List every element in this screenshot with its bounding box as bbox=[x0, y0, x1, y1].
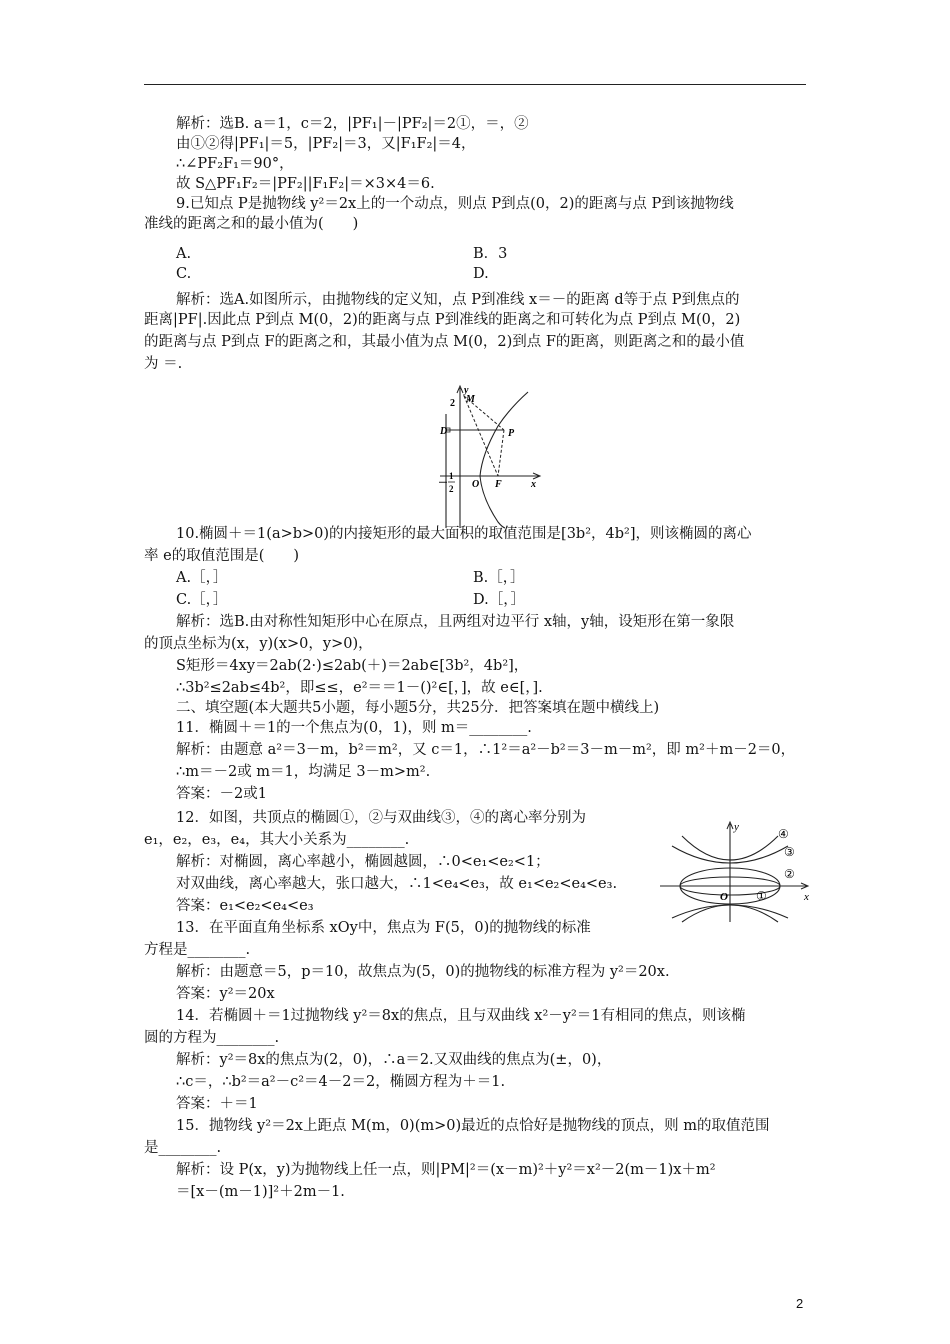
text-line: 由①②得|PF₁|＝5，|PF₂|＝3，又|F₁F₂|＝4， bbox=[176, 136, 476, 152]
text-line: 10.椭圆＋＝1(a>b>0)的内接矩形的最大面积的取值范围是[3b²，4b²]，则该椭圆的离心 bbox=[176, 526, 752, 542]
text-line: 15．抛物线 y²＝2x上距点 M(m，0)(m>0)最近的点恰好是抛物线的顶点，则 m的取值范围 bbox=[176, 1118, 770, 1134]
text-line: ∴c＝，∴b²＝a²－c²＝4－2＝2，椭圆方程为＋＝1. bbox=[176, 1074, 506, 1090]
fig1-label-o: O bbox=[472, 479, 480, 490]
text-line: 解析：选B.由对称性知矩形中心在原点，且两组对边平行 x轴，y轴，设矩形在第一象限 bbox=[176, 614, 735, 630]
fig1-label-2: 2 bbox=[450, 398, 455, 409]
text-line: 答案：＋＝1 bbox=[176, 1096, 258, 1112]
fig1-label-minus: － bbox=[438, 478, 448, 489]
text-line: 是________. bbox=[144, 1140, 222, 1156]
text-line: B.［，］ bbox=[473, 570, 525, 586]
text-line: 准线的距离之和的最小值为( ) bbox=[144, 216, 359, 232]
text-line: 9.已知点 P是抛物线 y²＝2x上的一个动点，则点 P到点(0，2)的距离与点 P到该抛物线 bbox=[176, 196, 734, 212]
text-line: ＝[x－(m－1)]²＋2m－1. bbox=[176, 1184, 345, 1200]
fig2-label-4: ④ bbox=[778, 827, 789, 841]
text-line: D. bbox=[473, 266, 489, 282]
text-line: 的距离与点 P到点 F的距离之和，其最小值为点 M(0，2)到点 F的距离，则距离之和的最小值 bbox=[144, 334, 745, 350]
text-line: D.［，］ bbox=[473, 592, 525, 608]
text-line: 二、填空题(本大题共5小题，每小题5分，共25分．把答案填在题中横线上) bbox=[176, 700, 660, 716]
text-line: 答案：y²＝20x bbox=[176, 986, 275, 1002]
text-line: 解析：选A.如图所示，由抛物线的定义知，点 P到准线 x＝－的距离 d等于点 P到焦点的 bbox=[176, 292, 740, 308]
text-line: 12．如图，共顶点的椭圆①，②与双曲线③，④的离心率分别为 bbox=[176, 810, 586, 826]
parabola-figure bbox=[440, 384, 544, 528]
text-line: 对双曲线，离心率越大，张口越大，∴1<e₄<e₃，故 e₁<e₂<e₄<e₃. bbox=[176, 876, 618, 892]
text-line: 11．椭圆＋＝1的一个焦点为(0，1)，则 m＝________. bbox=[176, 720, 532, 736]
text-line: 答案：－2或1 bbox=[176, 786, 267, 802]
text-line: ∴∠PF₂F₁＝90°， bbox=[176, 156, 294, 172]
text-line: C.［，］ bbox=[176, 592, 228, 608]
text-line: e₁，e₂，e₃，e₄，其大小关系为________. bbox=[144, 832, 410, 848]
text-line: B．3 bbox=[473, 246, 508, 262]
fig1-label-m: M bbox=[466, 394, 475, 405]
text-line: 的顶点坐标为(x，y)(x>0，y>0)， bbox=[144, 636, 373, 652]
fig1-label-y: y bbox=[464, 385, 469, 396]
conics-figure bbox=[660, 818, 820, 922]
text-line: 解析：设 P(x，y)为抛物线上任一点，则|PM|²＝(x－m)²＋y²＝x²－2(m－1)x＋m² bbox=[176, 1162, 716, 1178]
fig2-label-1: ① bbox=[756, 889, 767, 903]
header-rule bbox=[144, 84, 806, 85]
text-line: 率 e的取值范围是( ) bbox=[144, 548, 300, 564]
text-line: 故 S△PF₁F₂＝|PF₂||F₁F₂|＝×3×4＝6. bbox=[176, 176, 435, 192]
fig2-label-y: y bbox=[734, 821, 739, 833]
text-line: 答案：e₁<e₂<e₄<e₃ bbox=[176, 898, 314, 914]
text-line: 解析：由题意＝5，p＝10，故焦点为(5，0)的抛物线的标准方程为 y²＝20x. bbox=[176, 964, 670, 980]
text-line: 距离|PF|.因此点 P到点 M(0，2)的距离与点 P到准线的距离之和可转化为点 P到点 M(0，2) bbox=[144, 312, 741, 328]
text-line: 解析：由题意 a²＝3－m，b²＝m²，又 c＝1，∴1²＝a²－b²＝3－m－m²，即 m²＋m－2＝0， bbox=[176, 742, 796, 758]
text-line: 解析：选B. a＝1，c＝2，|PF₁|－|PF₂|＝2①，＝，② bbox=[176, 116, 529, 132]
fig1-label-half-num: 1 bbox=[449, 471, 454, 481]
fig1-segment-pf bbox=[498, 430, 504, 476]
text-line: 解析：y²＝8x的焦点为(2，0)，∴a＝2.又双曲线的焦点为(±，0)， bbox=[176, 1052, 612, 1068]
fig2-label-x: x bbox=[804, 891, 809, 903]
text-line: 解析：对椭圆，离心率越小，椭圆越圆，∴0<e₁<e₂<1； bbox=[176, 854, 550, 870]
text-line: S矩形＝4xy＝2ab(2·)≤2ab(＋)＝2ab∈[3b²，4b²]， bbox=[176, 658, 529, 674]
fig2-label-3: ③ bbox=[784, 845, 795, 859]
text-line: C. bbox=[176, 266, 192, 282]
fig1-label-p: P bbox=[508, 428, 515, 439]
text-line: 圆的方程为________. bbox=[144, 1030, 280, 1046]
fig2-label-2: ② bbox=[784, 867, 795, 881]
fig2-label-o: O bbox=[720, 891, 728, 903]
fig1-label-x: x bbox=[531, 479, 536, 490]
text-line: A. bbox=[176, 246, 192, 262]
text-line: A.［，］ bbox=[176, 570, 228, 586]
text-line: 13．在平面直角坐标系 xOy中，焦点为 F(5，0)的抛物线的标准 bbox=[176, 920, 591, 936]
text-line: ∴3b²≤2ab≤4b²，即≤≤，e²＝＝1－()²∈[，]，故 e∈[，]. bbox=[176, 680, 543, 696]
fig1-label-d: D bbox=[440, 426, 448, 437]
page-number: 2 bbox=[796, 1296, 804, 1311]
fig1-label-half-den: 2 bbox=[449, 484, 454, 494]
text-line: 14．若椭圆＋＝1过抛物线 y²＝8x的焦点，且与双曲线 x²－y²＝1有相同的焦点，则该椭 bbox=[176, 1008, 746, 1024]
text-line: 方程是________. bbox=[144, 942, 251, 958]
text-line: ∴m＝－2或 m＝1，均满足 3－m>m². bbox=[176, 764, 431, 780]
fig1-label-f: F bbox=[495, 479, 502, 490]
fig1-parabola bbox=[480, 392, 528, 528]
text-line: 为 ＝. bbox=[144, 356, 183, 372]
